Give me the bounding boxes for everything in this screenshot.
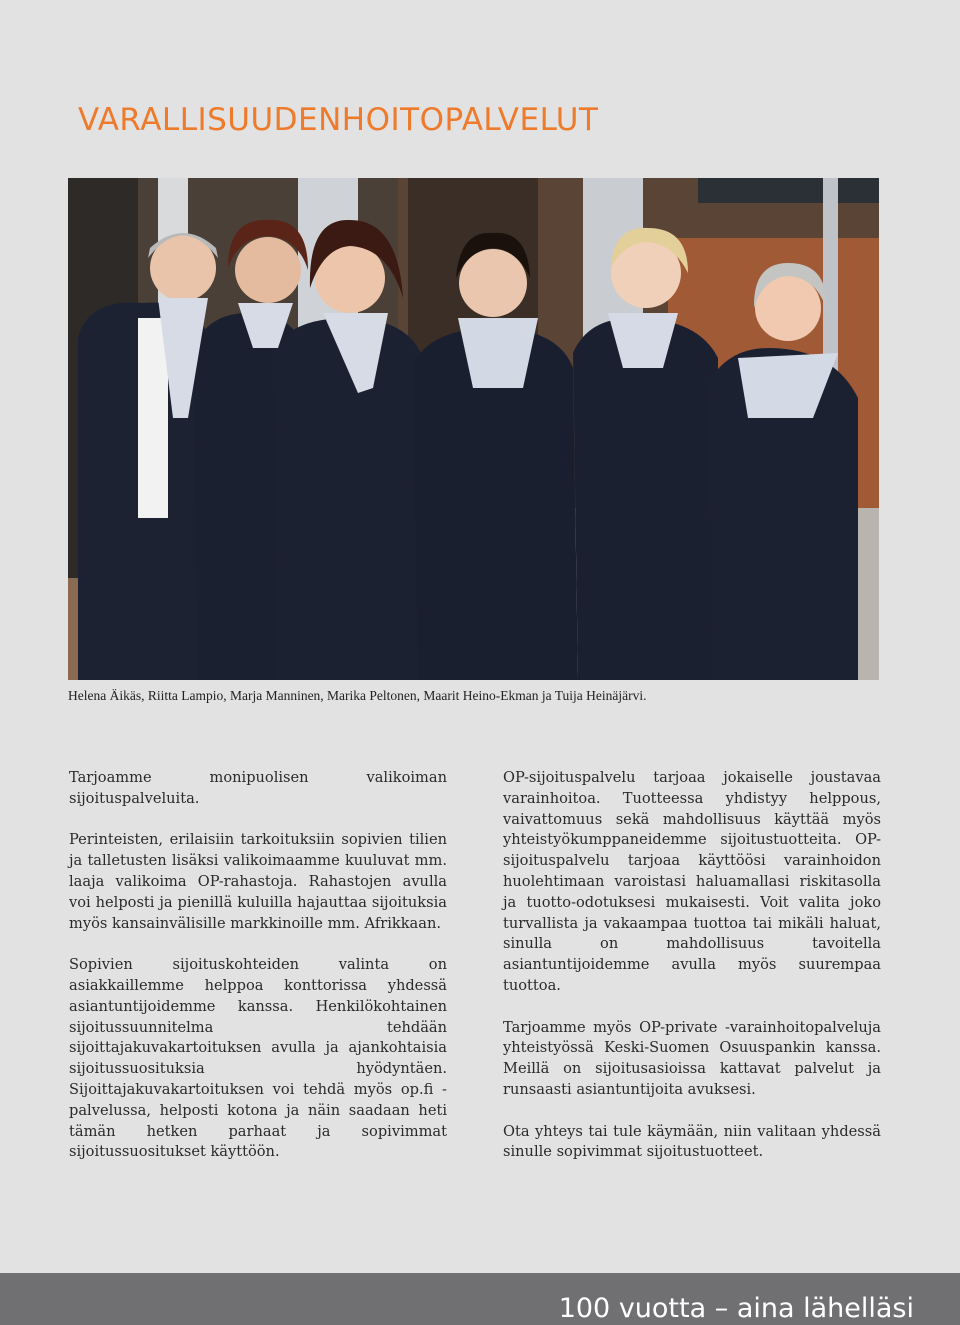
photo-caption: Helena Äikäs, Riitta Lampio, Marja Manninen, Marika Peltonen, Maarit Heino-Ekman ja Tuija Heinäjärvi. <box>68 688 647 703</box>
paragraph: Perinteisten, erilaisiin tarkoituksiin sopivien tilien ja talletusten lisäksi valikoimaamme kuuluvat mm. laaja valikoima OP-rahastoja. Rahastojen avulla voi helposti ja pienillä kuluilla hajauttaa sijoituksia myös kansainvälisille markkinoille mm. Afrikkaan. <box>69 831 447 932</box>
paragraph: OP-sijoituspalvelu tarjoaa jokaiselle joustavaa varainhoitoa. Tuotteessa yhdistyy helppous, vaivattomuus sekä mahdollisuus käyttää myös yhteistyökumppaneidemme sijoitustuotteita. OP-sijoituspalvelu tarjoaa käyttöösi varainhoidon huolehtimaan varoistasi haluamallasi riskitasolla ja tuotto-odotuksesi mukaisesti. Voit valita joko turvallista ja vakaampaa tuottoa tai mikäli haluat, sinulla on mahdollisuus tavoitella asiantuntijoidemme avulla myös suurempaa tuottoa. <box>503 769 881 994</box>
footer-slogan: 100 vuotta – aina lähelläsi <box>558 1293 914 1324</box>
paragraph: Tarjoamme monipuolisen valikoiman sijoituspalveluita. <box>69 769 447 807</box>
paragraph: Tarjoamme myös OP-private -varainhoitopalveluja yhteistyössä Keski-Suomen Osuuspankin kanssa. Meillä on sijoitusasioissa kattavat palvelut ja runsaasti asiantuntijoita avuksesi. <box>503 1018 881 1098</box>
staff-group-photo <box>68 178 879 680</box>
left-text-column <box>69 768 447 1184</box>
paragraph: Sopivien sijoituskohteiden valinta on asiakkaillemme helppoa konttorissa yhdessä asiantuntijoidemme kanssa. Henkilökohtainen sijoitussuunnitelma tehdään sijoittajakuvakartoituksen avulla ja ajankohtaisia sijoitussuosituksia hyödyntäen. Sijoittajakuvakartoituksen voi tehdä myös op.fi -palvelussa, helposti kotona ja näin saadaan heti tämän hetken parhaat ja sopivimmat sijoitussuositukset käyttöön. <box>69 956 447 1161</box>
paragraph: Ota yhteys tai tule käymään, niin valitaan yhdessä sinulle sopivimmat sijoitustuotteet. <box>503 1122 881 1161</box>
right-text-column <box>503 768 881 1184</box>
page-heading: VARALLISUUDENHOITOPALVELUT <box>78 102 599 138</box>
